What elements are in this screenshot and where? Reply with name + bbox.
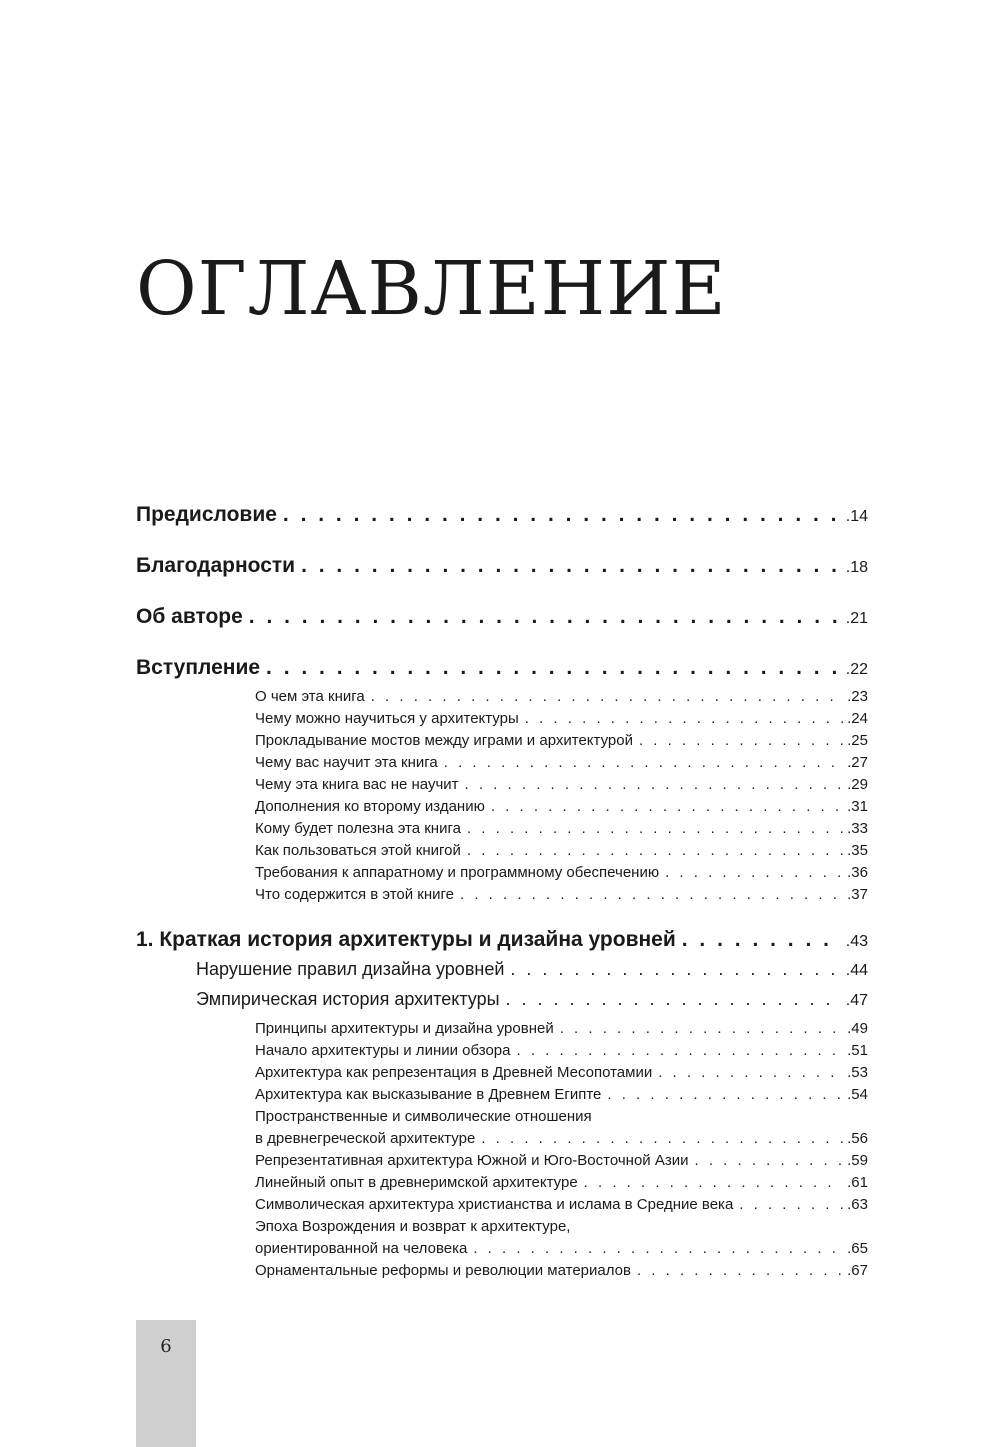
toc-item[interactable] <box>255 864 868 881</box>
toc-item-label: Орнаментальные реформы и революции материалов <box>255 1262 631 1279</box>
toc-entry-label: Вступление <box>136 656 261 679</box>
toc-page-number: .37 <box>847 886 868 903</box>
dot-leader <box>682 928 842 952</box>
page-title: ОГЛАВЛЕНИЕ <box>136 246 727 332</box>
toc-page-number: .25 <box>847 732 868 749</box>
toc-subsection-label: Эмпирическая история архитектуры <box>196 989 500 1009</box>
toc-page-number: .44 <box>845 962 868 979</box>
toc-page-number: .56 <box>847 1130 868 1147</box>
toc-item[interactable] <box>255 886 868 903</box>
toc-page-number: .33 <box>847 820 868 837</box>
toc-entry-intro[interactable] <box>136 656 868 680</box>
toc-item-label: Что содержится в этой книге <box>255 886 454 903</box>
dot-leader <box>739 1196 843 1213</box>
toc-page-number: .59 <box>847 1152 868 1169</box>
toc-item[interactable] <box>255 1174 868 1191</box>
toc-item[interactable] <box>255 732 868 749</box>
toc-page-number: .67 <box>847 1262 868 1279</box>
toc-entry-label: 1. Краткая история архитектуры и дизайна уровней <box>136 928 676 951</box>
dot-leader <box>517 1042 844 1059</box>
toc-item-label-line1: Пространственные и символические отношения <box>255 1108 592 1125</box>
toc-page-number: .29 <box>847 776 868 793</box>
toc-entry-preface[interactable] <box>136 503 868 527</box>
toc-page-number: .23 <box>847 688 868 705</box>
toc-item[interactable] <box>255 1196 868 1213</box>
toc-page-number: .65 <box>847 1240 868 1257</box>
toc-item-label: в древнегреческой архитектуре <box>255 1130 476 1147</box>
toc-item[interactable] <box>255 776 868 793</box>
toc-item-label: Дополнения ко второму изданию <box>255 798 485 815</box>
toc-item[interactable] <box>255 1262 868 1279</box>
toc-item[interactable] <box>255 688 868 705</box>
toc-item[interactable] <box>255 1042 868 1059</box>
toc-item[interactable] <box>255 1240 868 1257</box>
toc-page-number: .27 <box>847 754 868 771</box>
toc-entry-about[interactable] <box>136 605 868 629</box>
toc-item[interactable] <box>255 1086 868 1103</box>
toc-subsection[interactable] <box>196 959 868 980</box>
dot-leader <box>283 503 842 527</box>
dot-leader <box>637 1262 843 1279</box>
toc-page-number: .21 <box>845 610 868 627</box>
toc-item-label: Кому будет полезна эта книга <box>255 820 461 837</box>
dot-leader <box>584 1174 843 1191</box>
toc-item-label: Как пользоваться этой книгой <box>255 842 461 859</box>
dot-leader <box>467 842 843 859</box>
dot-leader <box>266 656 842 680</box>
dot-leader <box>560 1020 843 1037</box>
toc-page-number: .24 <box>847 710 868 727</box>
toc-page-number: .31 <box>847 798 868 815</box>
toc-item-label: Архитектура как высказывание в Древнем Египте <box>255 1086 602 1103</box>
dot-leader <box>481 1130 843 1147</box>
dot-leader <box>694 1152 843 1169</box>
toc-subsection[interactable] <box>196 989 868 1010</box>
dot-leader <box>639 732 843 749</box>
toc-page-number: .36 <box>847 864 868 881</box>
page-number: 6 <box>160 1336 172 1357</box>
toc-entry-chapter-1[interactable] <box>136 928 868 952</box>
toc-page-number: .53 <box>847 1064 868 1081</box>
dot-leader <box>607 1086 843 1103</box>
toc-item[interactable] <box>255 754 868 771</box>
toc-item-label-line1: Эпоха Возрождения и возврат к архитектуре, <box>255 1218 571 1235</box>
toc-item-label: Символическая архитектура христианства и ислама в Средние века <box>255 1196 734 1213</box>
toc-page-number: .14 <box>845 508 868 525</box>
dot-leader <box>510 959 841 980</box>
dot-leader <box>467 820 843 837</box>
toc-page-number: .49 <box>847 1020 868 1037</box>
toc-item-label: Требования к аппаратному и программному обеспечению <box>255 864 660 881</box>
toc-item[interactable] <box>255 710 868 727</box>
dot-leader <box>460 886 843 903</box>
toc-item-label: Прокладывание мостов между играми и архитектурой <box>255 732 633 749</box>
toc-item-label: ориентированной на человека <box>255 1240 468 1257</box>
dot-leader <box>525 710 843 727</box>
dot-leader <box>473 1240 843 1257</box>
toc-item-label: Линейный опыт в древнеримской архитектуре <box>255 1174 578 1191</box>
toc-item-label: Архитектура как репрезентация в Древней Месопотамии <box>255 1064 653 1081</box>
toc-page-number: .54 <box>847 1086 868 1103</box>
toc-item-label: О чем эта книга <box>255 688 365 705</box>
toc-entry-thanks[interactable] <box>136 554 868 578</box>
toc-page-number: .22 <box>845 661 868 678</box>
dot-leader <box>491 798 843 815</box>
dot-leader <box>444 754 843 771</box>
toc-item[interactable] <box>255 1130 868 1147</box>
dot-leader <box>371 688 843 705</box>
toc-item[interactable] <box>255 1064 868 1081</box>
toc-page-number: .61 <box>847 1174 868 1191</box>
toc-page-number: .51 <box>847 1042 868 1059</box>
toc-subsection-label: Нарушение правил дизайна уровней <box>196 959 505 979</box>
toc-item-label: Чему вас научит эта книга <box>255 754 438 771</box>
toc-entry-label: Благодарности <box>136 554 296 577</box>
toc-item-label: Чему эта книга вас не научит <box>255 776 459 793</box>
dot-leader <box>249 605 842 629</box>
toc-item-label: Чему можно научиться у архитектуры <box>255 710 519 727</box>
dot-leader <box>506 989 842 1010</box>
toc-page-number: .43 <box>845 933 868 950</box>
dot-leader <box>465 776 844 793</box>
toc-item-label: Репрезентативная архитектура Южной и Юго-Восточной Азии <box>255 1152 689 1169</box>
toc-item[interactable] <box>255 1152 868 1169</box>
toc-item-label: Начало архитектуры и линии обзора <box>255 1042 511 1059</box>
toc-item[interactable] <box>255 842 868 859</box>
toc-item[interactable] <box>255 798 868 815</box>
toc-item[interactable] <box>255 1020 868 1037</box>
toc-page-number: .35 <box>847 842 868 859</box>
toc-entry-label: Предисловие <box>136 503 277 526</box>
toc-item[interactable] <box>255 820 868 837</box>
dot-leader <box>301 554 842 578</box>
toc-page-number: .47 <box>845 992 868 1009</box>
page-number-tab <box>136 1320 196 1447</box>
toc-page-number: .63 <box>847 1196 868 1213</box>
dot-leader <box>665 864 843 881</box>
toc-item-label: Принципы архитектуры и дизайна уровней <box>255 1020 554 1037</box>
dot-leader <box>658 1064 843 1081</box>
toc-page-number: .18 <box>845 559 868 576</box>
toc-entry-label: Об авторе <box>136 605 243 628</box>
